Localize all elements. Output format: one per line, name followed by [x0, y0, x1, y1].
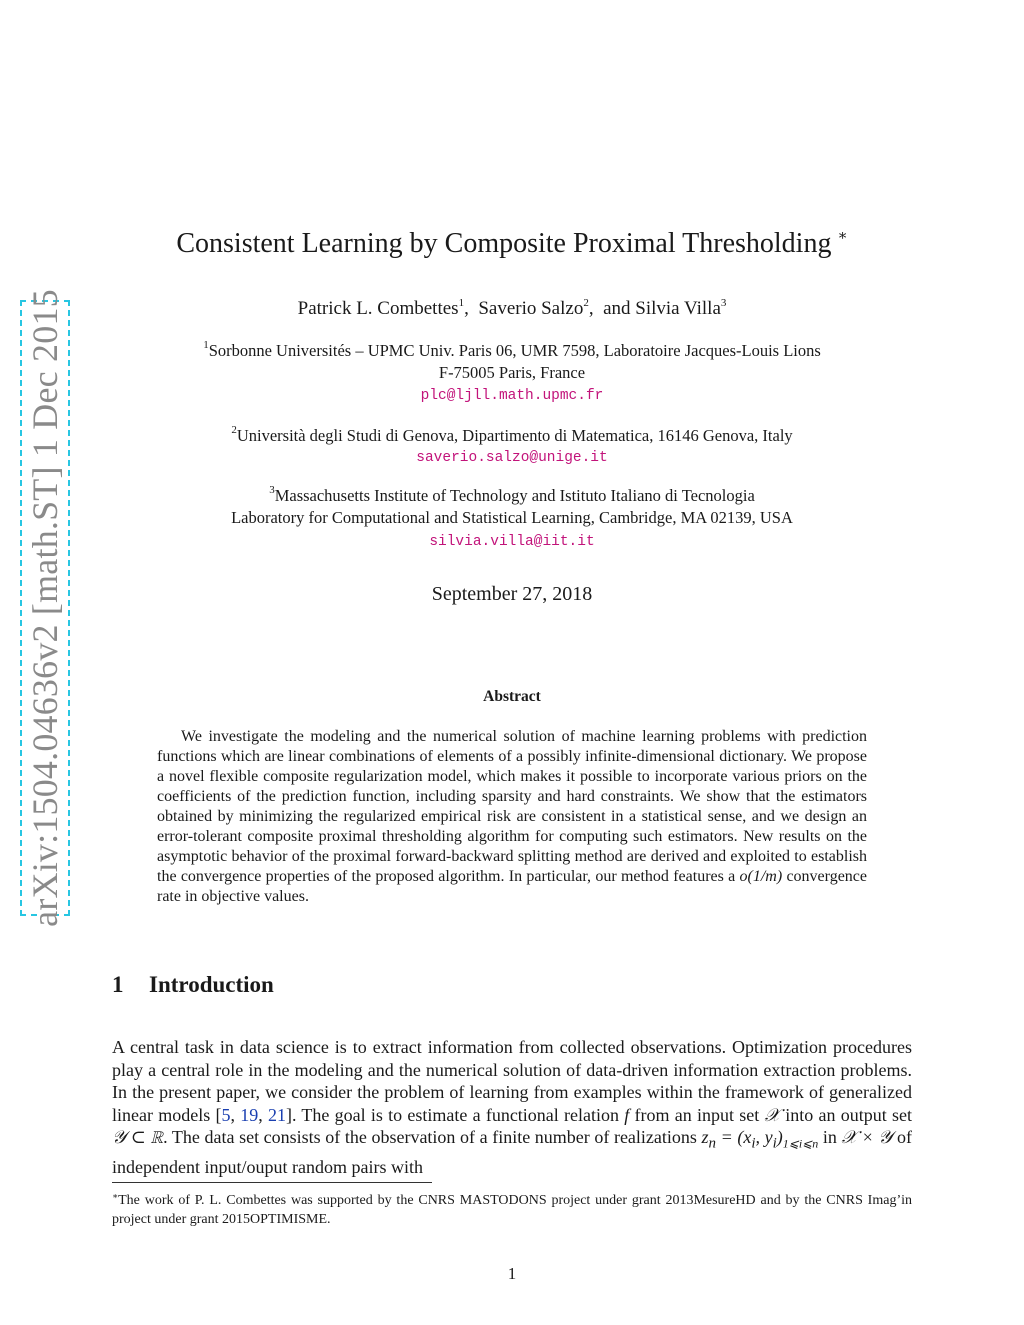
- author-name: Patrick L. Combettes: [297, 298, 459, 319]
- affiliation-mark: 1: [203, 339, 209, 351]
- affiliation-line: Sorbonne Universités – UPMC Univ. Paris 06, UMR 7598, Laboratoire Jacques-Louis Lions: [208, 341, 821, 360]
- abstract-math: o(1/m): [739, 868, 783, 885]
- citation-link[interactable]: 19: [240, 1104, 259, 1125]
- author-affiliation-mark: 1: [458, 297, 465, 309]
- section-heading: [112, 972, 274, 998]
- intro-text: in: [818, 1127, 842, 1148]
- author-list: [0, 297, 1024, 320]
- paper-title: [0, 226, 1024, 260]
- author-separator: ,: [464, 298, 479, 319]
- citation-link[interactable]: 5: [221, 1104, 231, 1125]
- intro-text: . The data set consists of the observation of a finite number of realizations: [163, 1127, 702, 1148]
- email-link[interactable]: [0, 450, 1024, 466]
- email-text[interactable]: saverio.salzo@unige.it: [416, 450, 608, 466]
- math-sample: [701, 1127, 819, 1152]
- author-affiliation-mark: 3: [720, 297, 727, 309]
- math-input-set: 𝒳: [764, 1104, 780, 1125]
- math-close: ): [776, 1127, 783, 1148]
- affiliation-mark: 3: [269, 484, 275, 496]
- intro-text: ]. The goal is to estimate a functional relation: [285, 1104, 625, 1125]
- email-text[interactable]: plc@ljll.math.upmc.fr: [420, 388, 604, 404]
- intro-text: of independent input/ouput random pairs with: [112, 1127, 912, 1177]
- title-text: Consistent Learning by Composite Proximal Thresholding: [176, 228, 832, 259]
- arxiv-stamp-text: arXiv:1504.04636v2 [math.ST] 1 Dec 2015: [25, 289, 65, 927]
- math-sub: i: [772, 1135, 777, 1152]
- affiliation-line: F-75005 Paris, France: [438, 363, 586, 382]
- footnote-text: The work of P. L. Combettes was supported by the CNRS MASTODONS project under grant 2013MesureHD and by the CNRS Imag’in project under grant 2015OPTIMISME.: [112, 1193, 912, 1227]
- footnote: [112, 1187, 912, 1229]
- math-f: f: [624, 1104, 630, 1125]
- author-separator: , and: [588, 298, 636, 319]
- abstract-heading: Abstract: [483, 688, 541, 705]
- affiliation-3-line-2: [0, 508, 1024, 528]
- footnote-mark: ∗: [112, 1191, 119, 1201]
- affiliation-1: [0, 339, 1024, 361]
- abstract-text: We investigate the modeling and the numerical solution of machine learning problems with prediction functions which are linear combinations of elements of a possibly infinite-dimensional dictionary. We propose a novel flexible composite regularization model, which makes it possible to incorporate various priors on the coefficients of the prediction function, including sparsity and hard constraints. We show that the estimators obtained by minimizing the regularized empirical risk are consistent in a statistical sense, and we design an error-tolerant composite proximal thresholding algorithm for computing such estimators. New results on the asymptotic behavior of the proximal forward-backward splitting method are derived and exploited to establish the convergence properties of the proposed algorithm. In particular, our method features a: [157, 728, 867, 885]
- author-name: Silvia Villa: [635, 298, 721, 319]
- intro-paragraph: A central task in data science is to extract information from collected observations. Optimization procedures play a central role in the modeling and the numerical solution of data-driven information extraction problems. In the present paper, we consider the problem of learning from examples within the framework of generalized linear models [5, 19, 21]. The goal is to estimate a functional relation f from an input set 𝒳 into an output set 𝒴 ⊂ ℝ. The data set consists of the observation of a finite number of realizations $z_n = (x_i$, $y_i)_{1⩽i⩽n}$ in 𝒳 × 𝒴 of independent input/ouput random pairs with: [112, 1037, 912, 1177]
- page-number: 1: [507, 1264, 517, 1283]
- affiliation-line: Massachusetts Institute of Technology and Istituto Italiano di Tecnologia: [274, 486, 755, 505]
- section-number: 1: [112, 972, 124, 997]
- affiliation-2: [0, 424, 1024, 446]
- affiliation-line: Laboratory for Computational and Statistical Learning, Cambridge, MA 02139, USA: [231, 508, 793, 527]
- publication-date: September 27, 2018: [431, 583, 593, 605]
- email-link[interactable]: [0, 388, 1024, 404]
- intro-text: A central task in data science is to extract information from collected observations. Optimization procedures play a central role in the modeling and the numerical solution of data-driven information extraction problems. In the present paper, we consider the problem of learning from examples within the framework of generalized linear models [: [112, 1037, 912, 1125]
- intro-text: from an input set: [629, 1104, 765, 1125]
- intro-text: into an output set: [780, 1104, 912, 1125]
- author-name: Saverio Salzo: [478, 298, 584, 319]
- affiliation-1-line-2: [0, 363, 1024, 383]
- affiliation-line: Università degli Studi di Genova, Dipartimento di Matematica, 16146 Genova, Italy: [236, 426, 793, 445]
- email-text[interactable]: silvia.villa@iit.it: [429, 534, 595, 550]
- affiliation-mark: 2: [231, 424, 237, 436]
- math-z: z: [701, 1127, 709, 1148]
- abstract-body: [157, 727, 867, 907]
- citation-link[interactable]: 21: [267, 1104, 286, 1125]
- math-output-set: 𝒴 ⊂ ℝ: [112, 1127, 164, 1148]
- math-sub: n: [708, 1135, 717, 1152]
- email-link[interactable]: [0, 534, 1024, 550]
- math-product-set: 𝒳 × 𝒴: [841, 1127, 893, 1148]
- author-affiliation-mark: 2: [583, 297, 589, 309]
- title-footnote-mark: ∗: [837, 228, 848, 244]
- affiliation-3: [0, 484, 1024, 506]
- math-sub: i: [751, 1135, 756, 1152]
- math-sub: 1⩽i⩽n: [782, 1136, 819, 1151]
- footnote-rule: [112, 1182, 432, 1183]
- math-eq: = (x: [716, 1127, 752, 1148]
- section-title: Introduction: [149, 972, 274, 997]
- math-mid: , y: [755, 1127, 773, 1148]
- abstract-text-end: convergence rate in objective values.: [157, 868, 867, 905]
